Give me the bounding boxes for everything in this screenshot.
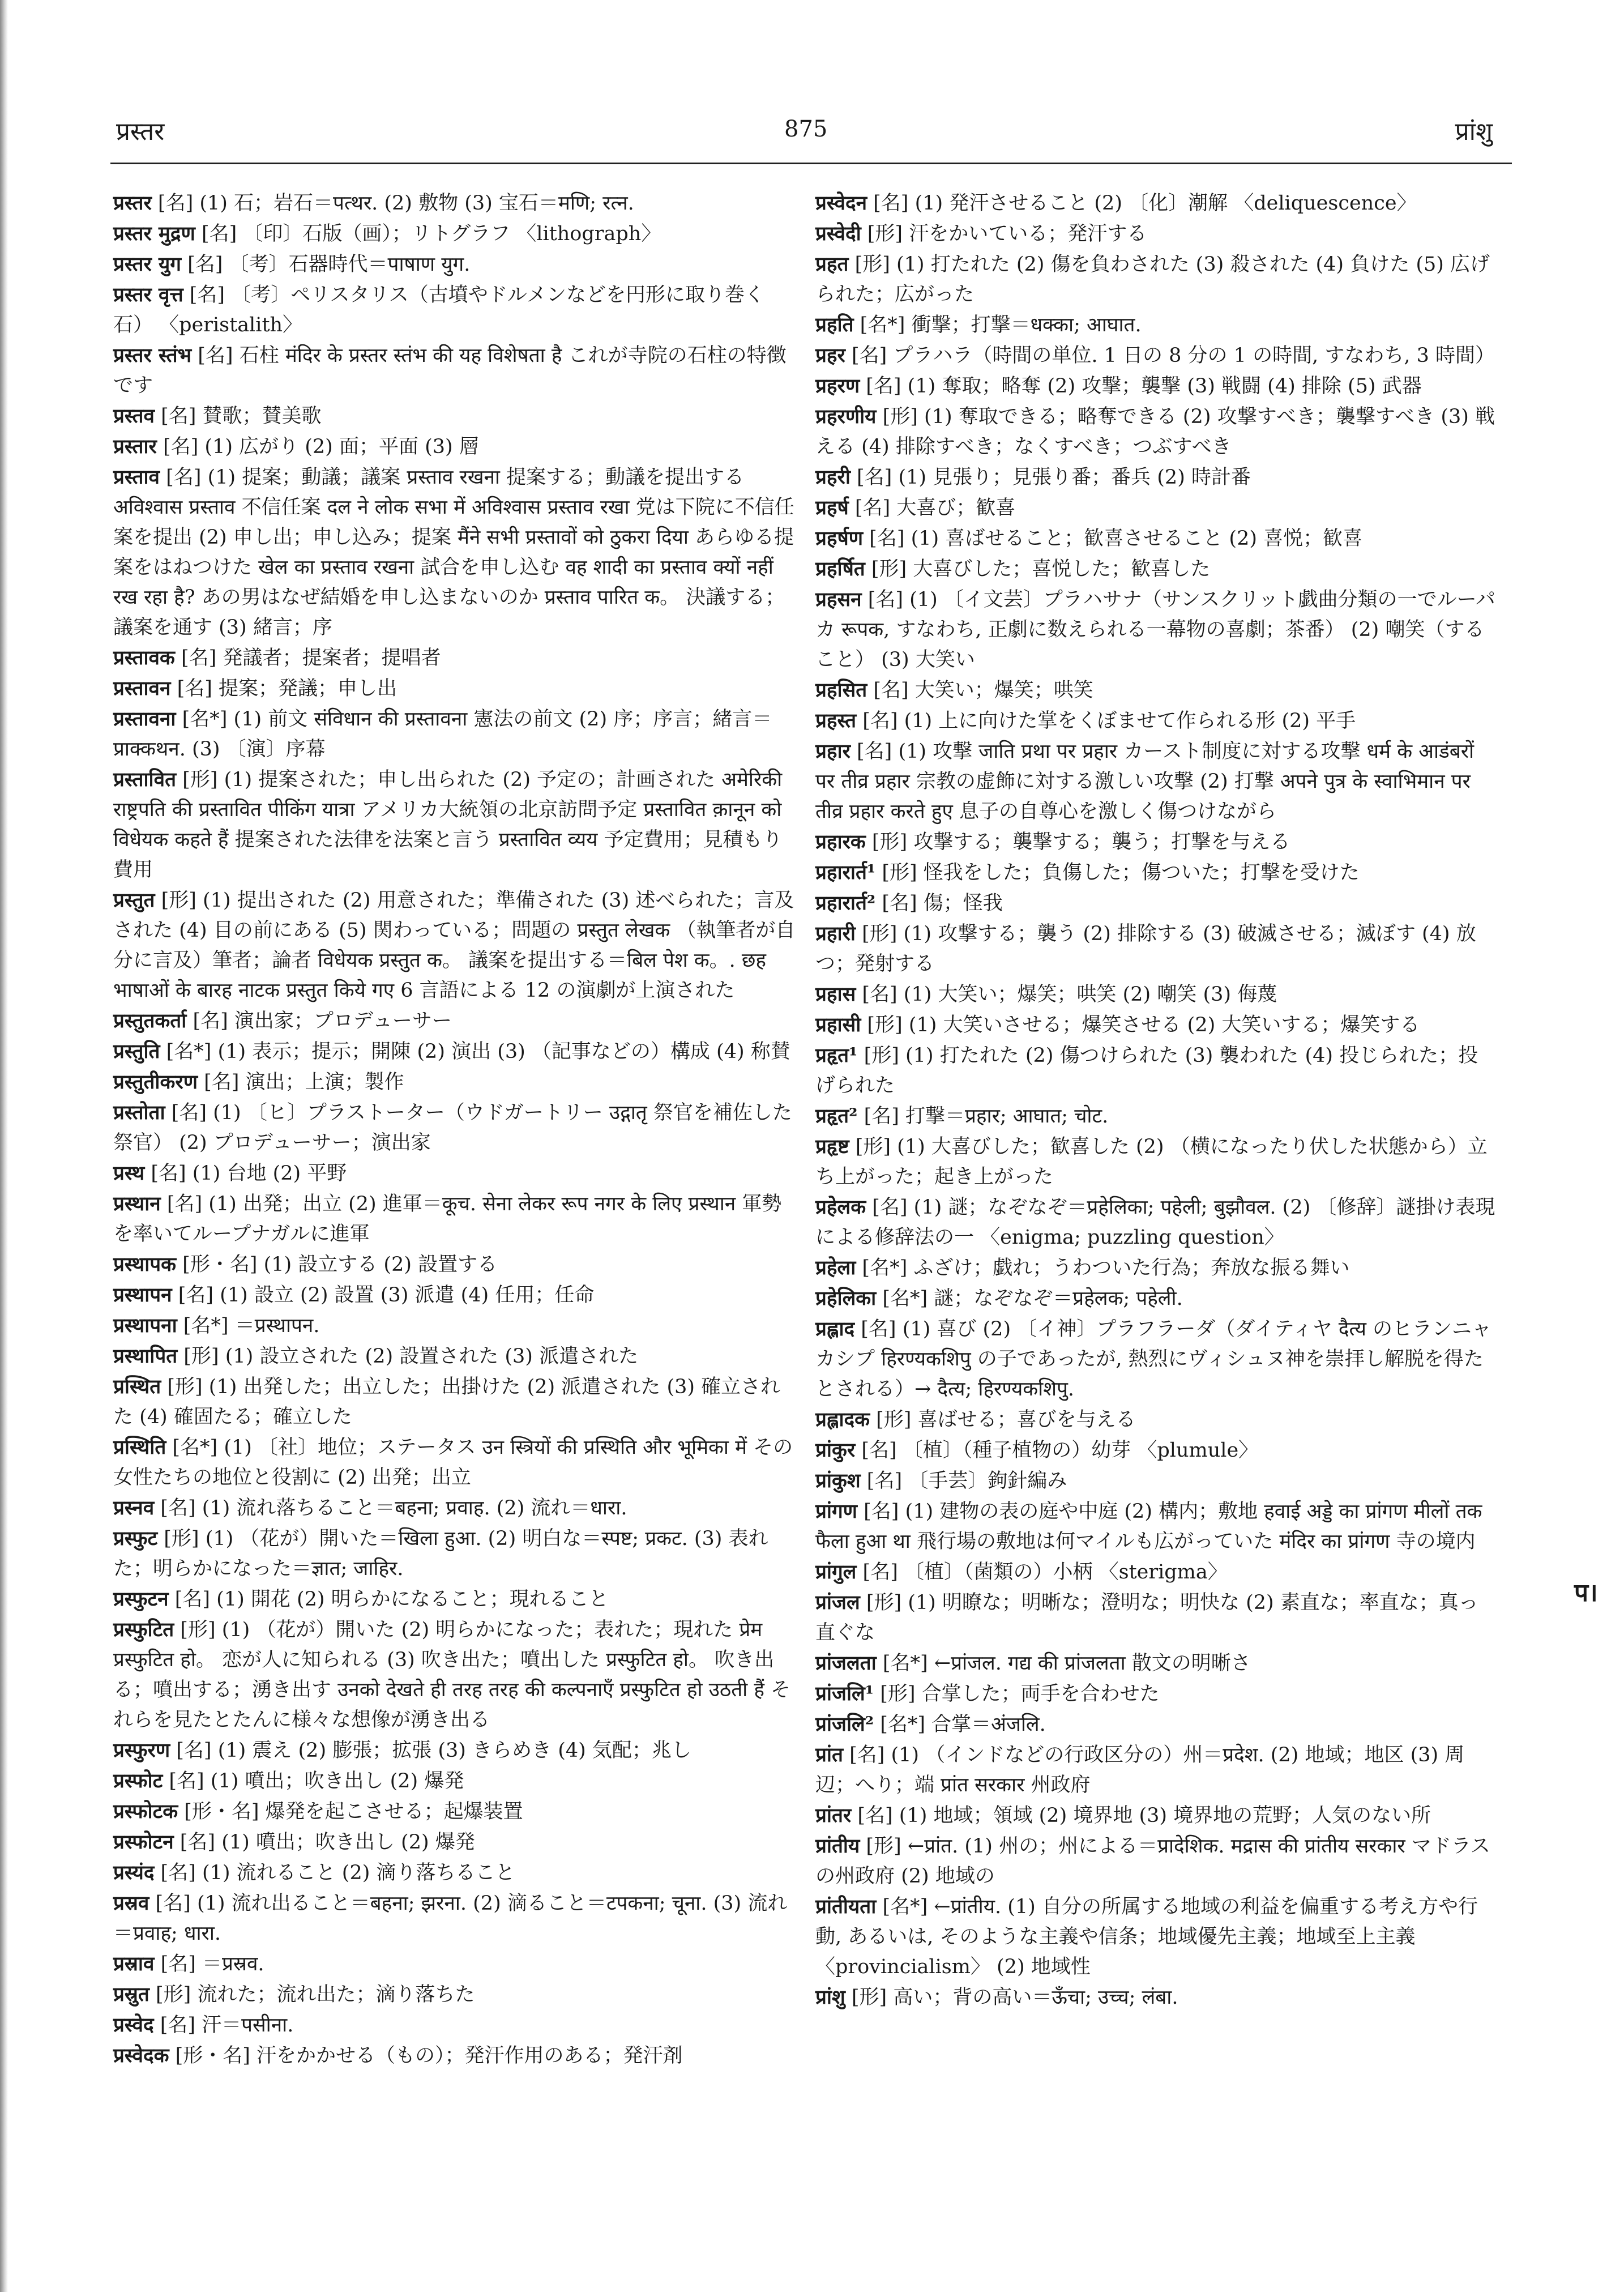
entry-definition: [名] (1) 喜び (2) 〔イ神〕プラフラーダ（ダイティヤ दैत्य のヒランニャカシプ हिरण्यकशिपु の子であったが, 熱烈にヴィシュヌ神を崇拝し解脱を得たとされる）→ दैत्य; हिरण्यकशिपु. xyxy=(815,1318,1492,1401)
entry-definition: [形] (1) 打たれた (2) 傷を負わされた (3) 殺された (4) 負けた (5) 広げられた；広がった xyxy=(815,253,1490,306)
dictionary-entry xyxy=(815,857,1498,888)
entry-definition: [名*] 謎；なぞなぞ＝प्रहेलक; पहेली. xyxy=(876,1287,1183,1310)
dictionary-entry xyxy=(815,1253,1498,1283)
entry-definition: [名] (1) 発汗させること (2) 〔化〕潮解 〈deliquescence〉 xyxy=(867,192,1417,215)
dictionary-entry xyxy=(815,919,1498,979)
entry-definition: [名] (1) 攻撃 जाति प्रथा पर प्रहार カースト制度に対する攻撃 धर्म के आडंबरों पर तीव्र प्रहार 宗教の虚飾に対する激しい攻撃 (2) 打撃 अपने पुत्र के स्वाभिमान पर तीव्र प्रहार करते हुए 息子の自尊心を激しく傷つけながら xyxy=(815,740,1475,823)
entry-headword: प्रहरी xyxy=(815,466,851,489)
entry-headword: प्रस्तावना xyxy=(113,707,176,731)
dictionary-entry xyxy=(815,1466,1498,1496)
entry-definition: [名] (1) 石；岩石＝पत्थर. (2) 敷物 (3) 宝石＝मणि; रत्न. xyxy=(151,192,634,215)
dictionary-entry xyxy=(815,706,1498,736)
dictionary-entry xyxy=(113,1827,796,1858)
entry-definition: [名*] ＝प्रस्थापन. xyxy=(177,1314,320,1337)
entry-headword: प्रहार xyxy=(815,740,851,763)
entry-definition: [名] 〔植〕（種子植物の）幼芽 〈plumule〉 xyxy=(855,1439,1259,1462)
entry-headword: प्रहेलिका xyxy=(815,1287,877,1310)
entry-definition: [名] 発議者；提案者；提唱者 xyxy=(174,647,441,669)
entry-definition: [形] (1) 提出された (2) 用意された；準備された (3) 述べられた；言及された (4) 目の前にある (5) 関わっている；問題の प्रस्तुत लेखक （執筆者が自分に言及）筆者；論者 विधेयक प्रस्तुत क。 議案を提出する＝बिल पेश क。. छह भाषाओं के बारह नाटक प्रस्तुत किये गए 6 言語による 12 の演劇が上演された xyxy=(113,889,796,1002)
dictionary-entry xyxy=(113,219,796,249)
entry-headword: प्रांजल xyxy=(815,1591,860,1614)
entry-definition: [名*] 合掌＝अंजलि. xyxy=(874,1713,1046,1736)
dictionary-entry xyxy=(815,1557,1498,1587)
dictionary-entry xyxy=(113,2010,796,2041)
dictionary-entry xyxy=(113,1858,796,1888)
entry-headword: प्रस्तावित xyxy=(113,768,177,791)
entry-definition: [名*] (1) 表示；提示；開陳 (2) 演出 (3) （記事などの）構成 (4) 称賛 xyxy=(160,1040,790,1063)
entry-headword: प्रहर xyxy=(815,344,845,367)
entry-definition: [名] (1) 提案；動議；議案 प्रस्ताव रखना 提案する；動議を提出する अविश्वास प्रस्ताव 不信任案 दल ने लोक सभा में अविश्वास प्रस्ताव रखा 党は下院に不信任案を提出 (2) 申し出；申し込み；提案 मैंने सभी प्रस्तावों को ठुकरा दिया あらゆる提案をはねつけた खेल का प्रस्ताव रखना 試合を申し込む वह शादी का प्रस्ताव क्यों नहीं रख रहा है? あの男はなぜ結婚を申し込まないのか प्रस्ताव पारित क。 決議する；議案を通す (3) 緒言；序 xyxy=(113,466,794,639)
dictionary-entry xyxy=(815,675,1498,706)
entry-headword: प्रांतर xyxy=(815,1804,852,1827)
dictionary-entry xyxy=(815,736,1498,827)
entry-definition: [形] 怪我をした；負傷した；傷ついた；打撃を受けた xyxy=(875,861,1360,884)
entry-definition: [名*] 衝撃；打撃＝धक्का; आघात. xyxy=(853,314,1142,336)
dictionary-entry xyxy=(113,1523,796,1584)
dictionary-entry xyxy=(113,1006,796,1036)
entry-definition: [形] 流れた；流れ出た；滴り落ちた xyxy=(149,1983,475,2006)
entry-definition: [名] (1) 流れ落ちること＝बहना; प्रवाह. (2) 流れ＝धारा. xyxy=(154,1497,627,1520)
entry-definition: [名] (1) 台地 (2) 平野 xyxy=(144,1162,347,1185)
entry-headword: प्रस्नव xyxy=(113,1496,155,1520)
entry-headword: प्रहासी xyxy=(815,1013,861,1036)
dictionary-entry xyxy=(113,1796,796,1827)
entry-headword: प्रहारक xyxy=(815,830,866,853)
dictionary-entry xyxy=(113,401,796,432)
entry-headword: प्रस्रव xyxy=(113,1892,149,1915)
entry-definition: [名] (1) 噴出；吹き出し (2) 爆発 xyxy=(173,1831,475,1854)
dictionary-entry xyxy=(815,1709,1498,1740)
entry-definition: [名] (1) 広がり (2) 面；平面 (3) 層 xyxy=(156,436,479,458)
entry-headword: प्रस्थापित xyxy=(113,1345,178,1368)
entry-headword: प्रहृष्ट xyxy=(815,1135,849,1158)
entry-definition: [形] (1) 攻撃する；襲う (2) 排除する (3) 破滅させる；滅ぼす (4) 放つ；発射する xyxy=(815,923,1476,975)
entry-headword: प्रहर्ष xyxy=(815,496,849,519)
entry-definition: [名] 大笑い；爆笑；哄笑 xyxy=(867,679,1093,702)
entry-headword: प्रहारी xyxy=(815,922,856,945)
entry-headword: प्रस्ताव xyxy=(113,466,160,489)
entry-definition: [名] 〔考〕石器時代＝पाषाण युग. xyxy=(181,253,471,276)
entry-definition: [名] (1) 奪取；略奪 (2) 攻撃；襲撃 (3) 戦闘 (4) 排除 (5) 武器 xyxy=(860,375,1422,398)
entry-definition: [形] (1) （花が）開いた (2) 明らかになった；表れた；現れた प्रेम प्रस्फुटित हो。 恋が人に知られる (3) 吹き出た；噴出した प्रस्फुटित हो。 吹き出る；噴出する；湧き出す उनको देखते ही तरह तरह की कल्पनाएँ प्रस्फुटित हो उठती हैं それらを見たとたんに様々な想像が湧き出る xyxy=(113,1619,791,1731)
entry-headword: प्रहृत¹ xyxy=(815,1044,858,1067)
entry-definition: [名] (1) 流れ出ること＝बहना; झरना. (2) 滴ること＝टपकना; चूना. (3) 流れ＝प्रवाह; धारा. xyxy=(113,1892,788,1945)
entry-headword: प्रहर्षण xyxy=(815,527,864,550)
dictionary-entry xyxy=(113,1098,796,1158)
entry-headword: प्रांगुल xyxy=(815,1560,857,1584)
dictionary-entry xyxy=(815,402,1498,462)
dictionary-entry xyxy=(113,1189,796,1249)
entry-headword: प्रांजलि² xyxy=(815,1713,874,1736)
entry-headword: प्रस्तार xyxy=(113,435,157,458)
entry-definition: [名*] ←प्रांजल. गद्य की प्रांजलता 散文の明晰さ xyxy=(876,1652,1251,1675)
dictionary-entry xyxy=(815,584,1498,675)
entry-headword: प्रस्तर मुद्रण xyxy=(113,222,195,245)
entry-definition: [名] (1) 見張り；見張り番；番兵 (2) 時計番 xyxy=(850,466,1251,489)
entry-headword: प्रस्वेदन xyxy=(815,191,867,215)
dictionary-entry xyxy=(113,462,796,643)
dictionary-entry xyxy=(815,1648,1498,1679)
entry-headword: प्रहस्त xyxy=(815,709,857,732)
entry-definition: [形] (1) 明瞭な；明晰な；澄明な；明快な (2) 素直な；率直な；真っ直ぐな xyxy=(815,1591,1478,1644)
dictionary-entry xyxy=(113,280,796,340)
entry-definition: [形] (1) 奪取できる；略奪できる (2) 攻撃すべき；襲撃すべき (3) 戦える (4) 排除すべき；なくすべき；つぶすべき xyxy=(815,406,1495,458)
entry-definition: [形] (1) 打たれた (2) 傷つけられた (3) 襲われた (4) 投じられた；投げられた xyxy=(815,1044,1478,1097)
dictionary-entry xyxy=(113,1735,796,1766)
entry-definition: [形] ←प्रांत. (1) 州の；州による＝प्रादेशिक. मद्रास की प्रांतीय सरकार マドラスの州政府 (2) 地域の xyxy=(815,1835,1490,1888)
entry-headword: प्रस्थापक xyxy=(113,1253,177,1276)
dictionary-entry xyxy=(815,1283,1498,1314)
dictionary-entry xyxy=(113,188,796,219)
entry-definition: [名] (1) 開花 (2) 明らかになること；現れること xyxy=(168,1588,609,1611)
entry-definition: [名] プラハラ（時間の単位. 1 日の 8 分の 1 の時間, すなわち, 3 時間） xyxy=(845,344,1495,367)
entry-definition: [名] 演出家；プロデューサー xyxy=(186,1010,452,1032)
dictionary-entry xyxy=(113,1766,796,1796)
entry-definition: [名] (1) 流れること (2) 滴り落ちること xyxy=(154,1862,515,1884)
dictionary-entry xyxy=(113,1979,796,2010)
entry-definition: [名*] (1) 前文 संविधान की प्रस्तावना 憲法の前文 (2) 序；序言；緒言＝प्राक्कथन. (3) 〔演〕序幕 xyxy=(113,708,772,761)
entry-headword: प्रांशु xyxy=(815,1986,845,2009)
entry-headword: प्रांतीय xyxy=(815,1834,860,1858)
header-rule xyxy=(110,163,1512,164)
dictionary-entry xyxy=(113,643,796,673)
dictionary-entry xyxy=(815,1192,1498,1253)
dictionary-entry xyxy=(815,1800,1498,1831)
entry-headword: प्रस्तर xyxy=(113,191,152,215)
dictionary-entry xyxy=(815,1679,1498,1709)
entry-headword: प्रह्लादक xyxy=(815,1408,870,1431)
dictionary-entry xyxy=(113,2041,796,2071)
entry-definition: [名] 〔考〕ペリスタリス（古墳やドルメンなどを円形に取り巻く石） 〈peristalith〉 xyxy=(113,284,765,336)
entry-definition: [名] (1) 噴出；吹き出し (2) 爆発 xyxy=(163,1770,464,1792)
dictionary-entry xyxy=(113,765,796,885)
dictionary-entry xyxy=(815,462,1498,493)
entry-headword: प्रस्फुटित xyxy=(113,1618,174,1641)
entry-definition: [形] 喜ばせる；喜びを与える xyxy=(870,1409,1136,1431)
entry-headword: प्रांकुश xyxy=(815,1469,861,1492)
dictionary-entry xyxy=(815,340,1498,371)
dictionary-entry xyxy=(815,493,1498,523)
entry-headword: प्रांतीयता xyxy=(815,1895,877,1918)
entry-headword: प्रहारार्त² xyxy=(815,891,876,915)
thumb-index-tab: प। xyxy=(1574,1578,1598,1607)
entry-definition: [形] 汗をかいている；発汗する xyxy=(861,223,1147,245)
entry-definition: [形] (1) 設立された (2) 設置された (3) 派遣された xyxy=(177,1345,639,1368)
entry-definition: [名] 打撃＝प्रहार; आघात; चोट. xyxy=(857,1105,1109,1128)
entry-definition: [形] (1) 出発した；出立した；出掛けた (2) 派遣された (3) 確立された (4) 確固たる；確立した xyxy=(113,1376,781,1428)
header-right-guide-word: प्रांशु xyxy=(1455,117,1493,146)
entry-definition: [名] (1) 謎；なぞなぞ＝प्रहेलिका; पहेली; बुझौवल. (2) 〔修辞〕謎掛け表現による修辞法の一 〈enigma; puzzling question〉 xyxy=(815,1196,1495,1249)
dictionary-entry xyxy=(113,1615,796,1735)
dictionary-entry xyxy=(815,371,1498,402)
dictionary-entry xyxy=(113,432,796,462)
entry-definition: [名] (1) 〔ヒ〕プラストーター（ウドガートリー उद्गातृ 祭官を補佐した祭官） (2) プロデューサー；演出家 xyxy=(113,1102,792,1154)
entry-definition: [名] 賛歌；賛美歌 xyxy=(154,405,322,428)
dictionary-entry xyxy=(113,1584,796,1615)
entry-definition: [名] 汗＝पसीना. xyxy=(153,2014,294,2037)
dictionary-entry xyxy=(113,1493,796,1523)
dictionary-entry xyxy=(113,673,796,704)
entry-headword: प्रस्वेदक xyxy=(113,2044,169,2067)
dictionary-entry xyxy=(113,1067,796,1098)
entry-headword: प्रहारार्त¹ xyxy=(815,861,876,884)
entry-definition: [名] 大喜び；歓喜 xyxy=(848,497,1016,519)
entry-definition: [名] (1) 喜ばせること；歓喜させること (2) 喜悦；歓喜 xyxy=(863,527,1363,550)
entry-headword: प्रांकुर xyxy=(815,1439,856,1462)
entry-headword: प्रहसन xyxy=(815,588,862,611)
entry-definition: [名] 演出；上演；製作 xyxy=(198,1071,404,1094)
dictionary-entry xyxy=(113,1888,796,1949)
entry-headword: प्रस्थिति xyxy=(113,1436,166,1459)
dictionary-entry xyxy=(113,1158,796,1189)
entry-definition: [形] 大喜びした；喜悦した；歓喜した xyxy=(865,558,1211,581)
left-column xyxy=(113,188,796,2071)
dictionary-entry xyxy=(113,1432,796,1493)
dictionary-entry xyxy=(113,1949,796,1979)
entry-definition: [名] (1) 設立 (2) 設置 (3) 派遣 (4) 任用；任命 xyxy=(172,1284,595,1307)
entry-headword: प्रहास xyxy=(815,983,856,1006)
entry-definition: [名] (1) 地域；領域 (2) 境界地 (3) 境界地の荒野；人気のない所 xyxy=(851,1804,1431,1827)
dictionary-entry xyxy=(815,1405,1498,1435)
entry-definition: [名*] ふざけ；戯れ；うわついた行為；奔放な振る舞い xyxy=(856,1257,1350,1279)
entry-definition: [名] (1) 出発；出立 (2) 進軍＝कूच. सेना लेकर रूप नगर के लिए प्रस्थान 軍勢を率いてループナガルに進軍 xyxy=(113,1193,782,1245)
entry-headword: प्रहर्षित xyxy=(815,557,865,581)
dictionary-entry xyxy=(815,1314,1498,1405)
page-binding-edge xyxy=(0,0,8,2292)
entry-headword: प्रहसित xyxy=(815,678,867,702)
entry-headword: प्रहरण xyxy=(815,374,860,398)
dictionary-entry xyxy=(815,188,1498,219)
entry-definition: [形] (1) 大笑いさせる；爆笑させる (2) 大笑いする；爆笑する xyxy=(861,1014,1420,1036)
entry-definition: [形] 高い；背の高い＝ऊँचा; उच्च; लंबा. xyxy=(845,1986,1178,2009)
entry-definition: [形] (1) 提案された；申し出られた (2) 予定の；計画された अमेरिकी राष्ट्रपति की प्रस्तावित पीकिंग यात्रा アメリカ大統領の北京訪問予定 प्रस्तावित क़ानून को विधेयक कहते हैं 提案された法律を法案と言う प्रस्तावित व्यय 予定費用；見積もり費用 xyxy=(113,769,783,881)
page-number: 875 xyxy=(784,116,828,142)
entry-definition: [名] 〔印〕石版（画）；リトグラフ 〈lithograph〉 xyxy=(195,223,661,245)
entry-headword: प्रस्फोट xyxy=(113,1769,163,1792)
entry-headword: प्रस्फुट xyxy=(113,1527,158,1550)
entry-definition: [名] 傷；怪我 xyxy=(875,892,1003,915)
dictionary-entry xyxy=(113,1249,796,1280)
entry-headword: प्रस्वेदी xyxy=(815,222,861,245)
entry-headword: प्रहेला xyxy=(815,1256,856,1279)
entry-headword: प्रस्तव xyxy=(113,404,155,428)
entry-headword: प्रहृत² xyxy=(815,1104,858,1128)
dictionary-entry xyxy=(815,554,1498,584)
entry-headword: प्रांजलि¹ xyxy=(815,1682,874,1705)
dictionary-entry xyxy=(113,1311,796,1341)
entry-definition: [名] (1) 〔イ文芸〕プラハサナ（サンスクリット戯曲分類の一でルーパカ रूपक, すなわち, 正劇に数えられる一幕物の喜劇；茶番） (2) 嘲笑（すること） (3) 大笑い xyxy=(815,588,1495,671)
entry-headword: प्रांगण xyxy=(815,1500,857,1523)
dictionary-entry xyxy=(113,704,796,765)
dictionary-entry xyxy=(815,1435,1498,1466)
entry-definition: [名] 石柱 मंदिर के प्रस्तर स्तंभ की यह विशेषता है これが寺院の石柱の特徴です xyxy=(113,344,787,397)
entry-definition: [名] (1) 大笑い；爆笑；哄笑 (2) 嘲笑 (3) 侮蔑 xyxy=(856,983,1277,1006)
dictionary-entry xyxy=(815,1132,1498,1192)
dictionary-entry xyxy=(815,1740,1498,1800)
dictionary-entry xyxy=(815,523,1498,554)
dictionary-entry xyxy=(815,249,1498,310)
entry-headword: प्रस्फुरण xyxy=(113,1739,170,1762)
entry-headword: प्रहेलक xyxy=(815,1196,866,1219)
dictionary-entry xyxy=(815,979,1498,1010)
right-column xyxy=(815,188,1498,2013)
entry-definition: [形] (1) 大喜びした；歓喜した (2) （横になったり伏した状態から）立ち上がった；起き上がった xyxy=(815,1136,1488,1188)
entry-definition: [名*] (1) 〔社〕地位；ステータス उन स्त्रियों की प्रस्थिति और भूमिका में その女性たちの地位と役割に (2) 出発；出立 xyxy=(113,1436,793,1489)
entry-headword: प्रस्रुत xyxy=(113,1983,149,2006)
dictionary-entry xyxy=(113,1280,796,1311)
dictionary-entry xyxy=(815,1010,1498,1040)
entry-headword: प्रस्तुति xyxy=(113,1040,160,1063)
entry-definition: [名*] ←प्रांतीय. (1) 自分の所属する地域の利益を偏重する考え方や行動, あるいは, そのような主義や信条；地域優先主義；地域至上主義 〈provincialism〉 (2) 地域性 xyxy=(815,1896,1478,1978)
dictionary-entry xyxy=(815,1101,1498,1132)
entry-definition: [形・名] 汗をかかせる（もの）；発汗作用のある；発汗剤 xyxy=(169,2045,683,2067)
entry-headword: प्रहत xyxy=(815,253,849,276)
dictionary-entry xyxy=(113,885,796,1006)
dictionary-entry xyxy=(815,1982,1498,2013)
dictionary-entry xyxy=(113,1372,796,1432)
dictionary-entry xyxy=(815,888,1498,919)
entry-headword: प्रस्फोटक xyxy=(113,1800,178,1823)
dictionary-entry xyxy=(113,1036,796,1067)
entry-headword: प्रांजलता xyxy=(815,1651,877,1675)
entry-definition: [名] (1) 震え (2) 膨張；拡張 (3) きらめき (4) 気配；兆し xyxy=(170,1739,691,1762)
entry-headword: प्रहरणीय xyxy=(815,405,877,428)
entry-definition: [形・名] 爆発を起こさせる；起爆装置 xyxy=(178,1800,523,1823)
dictionary-entry xyxy=(815,310,1498,340)
entry-headword: प्रस्तर युग xyxy=(113,253,181,276)
dictionary-entry xyxy=(815,1892,1498,1982)
entry-headword: प्रह्लाद xyxy=(815,1317,855,1341)
dictionary-entry xyxy=(815,827,1498,857)
entry-definition: [名] ＝प्रस्रव. xyxy=(154,1953,264,1975)
entry-definition: [名] 〔手芸〕鉤針編み xyxy=(860,1470,1067,1492)
entry-headword: प्रस्तर स्तंभ xyxy=(113,344,192,367)
entry-headword: प्रस्तावन xyxy=(113,677,171,700)
entry-headword: प्रहति xyxy=(815,313,854,336)
entry-headword: प्रस्वेद xyxy=(113,2013,154,2037)
entry-definition: [名] (1) 建物の表の庭や中庭 (2) 構内；敷地 हवाई अड्डे का प्रांगण मीलों तक फैला हुआ था 飛行場の敷地は何マイルも広がっていた मंदिर का प्रांगण 寺の境内 xyxy=(815,1500,1482,1553)
dictionary-entry xyxy=(815,1587,1498,1648)
entry-headword: प्रस्फोटन xyxy=(113,1830,174,1854)
entry-headword: प्रांत xyxy=(815,1743,843,1766)
entry-headword: प्रस्यंद xyxy=(113,1861,155,1884)
dictionary-entry xyxy=(113,1341,796,1372)
entry-headword: प्रस्राव xyxy=(113,1952,155,1975)
entry-headword: प्रस्थापन xyxy=(113,1283,172,1307)
entry-headword: प्रस्तोता xyxy=(113,1101,165,1124)
dictionary-entry xyxy=(113,249,796,280)
dictionary-entry xyxy=(815,219,1498,249)
entry-definition: [形] (1) （花が）開いた＝खिला हुआ. (2) 明白な＝स्पष्ट; प्रकट. (3) 表れた；明らかになった＝ज्ञात; जाहिर. xyxy=(113,1527,768,1580)
entry-definition: [形・名] (1) 設立する (2) 設置する xyxy=(176,1253,498,1276)
entry-definition: [名] 〔植〕（菌類の）小柄 〈sterigma〉 xyxy=(856,1561,1228,1584)
dictionary-entry xyxy=(815,1040,1498,1101)
entry-headword: प्रस्थ xyxy=(113,1162,145,1185)
entry-headword: प्रस्तुतीकरण xyxy=(113,1070,198,1094)
entry-headword: प्रस्तुत xyxy=(113,889,155,912)
entry-definition: [名] 提案；発議；申し出 xyxy=(170,677,397,700)
entry-definition: [名] (1) 上に向けた掌をくぼませて作られる形 (2) 平手 xyxy=(856,710,1356,732)
entry-definition: [形] 攻撃する；襲撃する；襲う；打撃を与える xyxy=(865,831,1290,853)
entry-headword: प्रस्तुतकर्ता xyxy=(113,1009,187,1032)
header-left-guide-word: प्रस्तर xyxy=(116,117,165,146)
entry-headword: प्रस्थापना xyxy=(113,1314,177,1337)
entry-headword: प्रस्थान xyxy=(113,1192,161,1215)
entry-headword: प्रस्फुटन xyxy=(113,1587,169,1611)
entry-definition: [名] (1) （インドなどの行政区分の）州＝प्रदेश. (2) 地域；地区 (3) 周辺；へり；端 प्रांत सरकार 州政府 xyxy=(815,1744,1465,1796)
entry-definition: [形] 合掌した；両手を合わせた xyxy=(874,1683,1160,1705)
entry-headword: प्रस्तर वृत्त xyxy=(113,283,183,306)
dictionary-entry xyxy=(815,1496,1498,1557)
dictionary-entry xyxy=(815,1831,1498,1892)
entry-headword: प्रस्तावक xyxy=(113,646,175,669)
entry-headword: प्रस्थित xyxy=(113,1375,161,1398)
dictionary-entry xyxy=(113,340,796,401)
